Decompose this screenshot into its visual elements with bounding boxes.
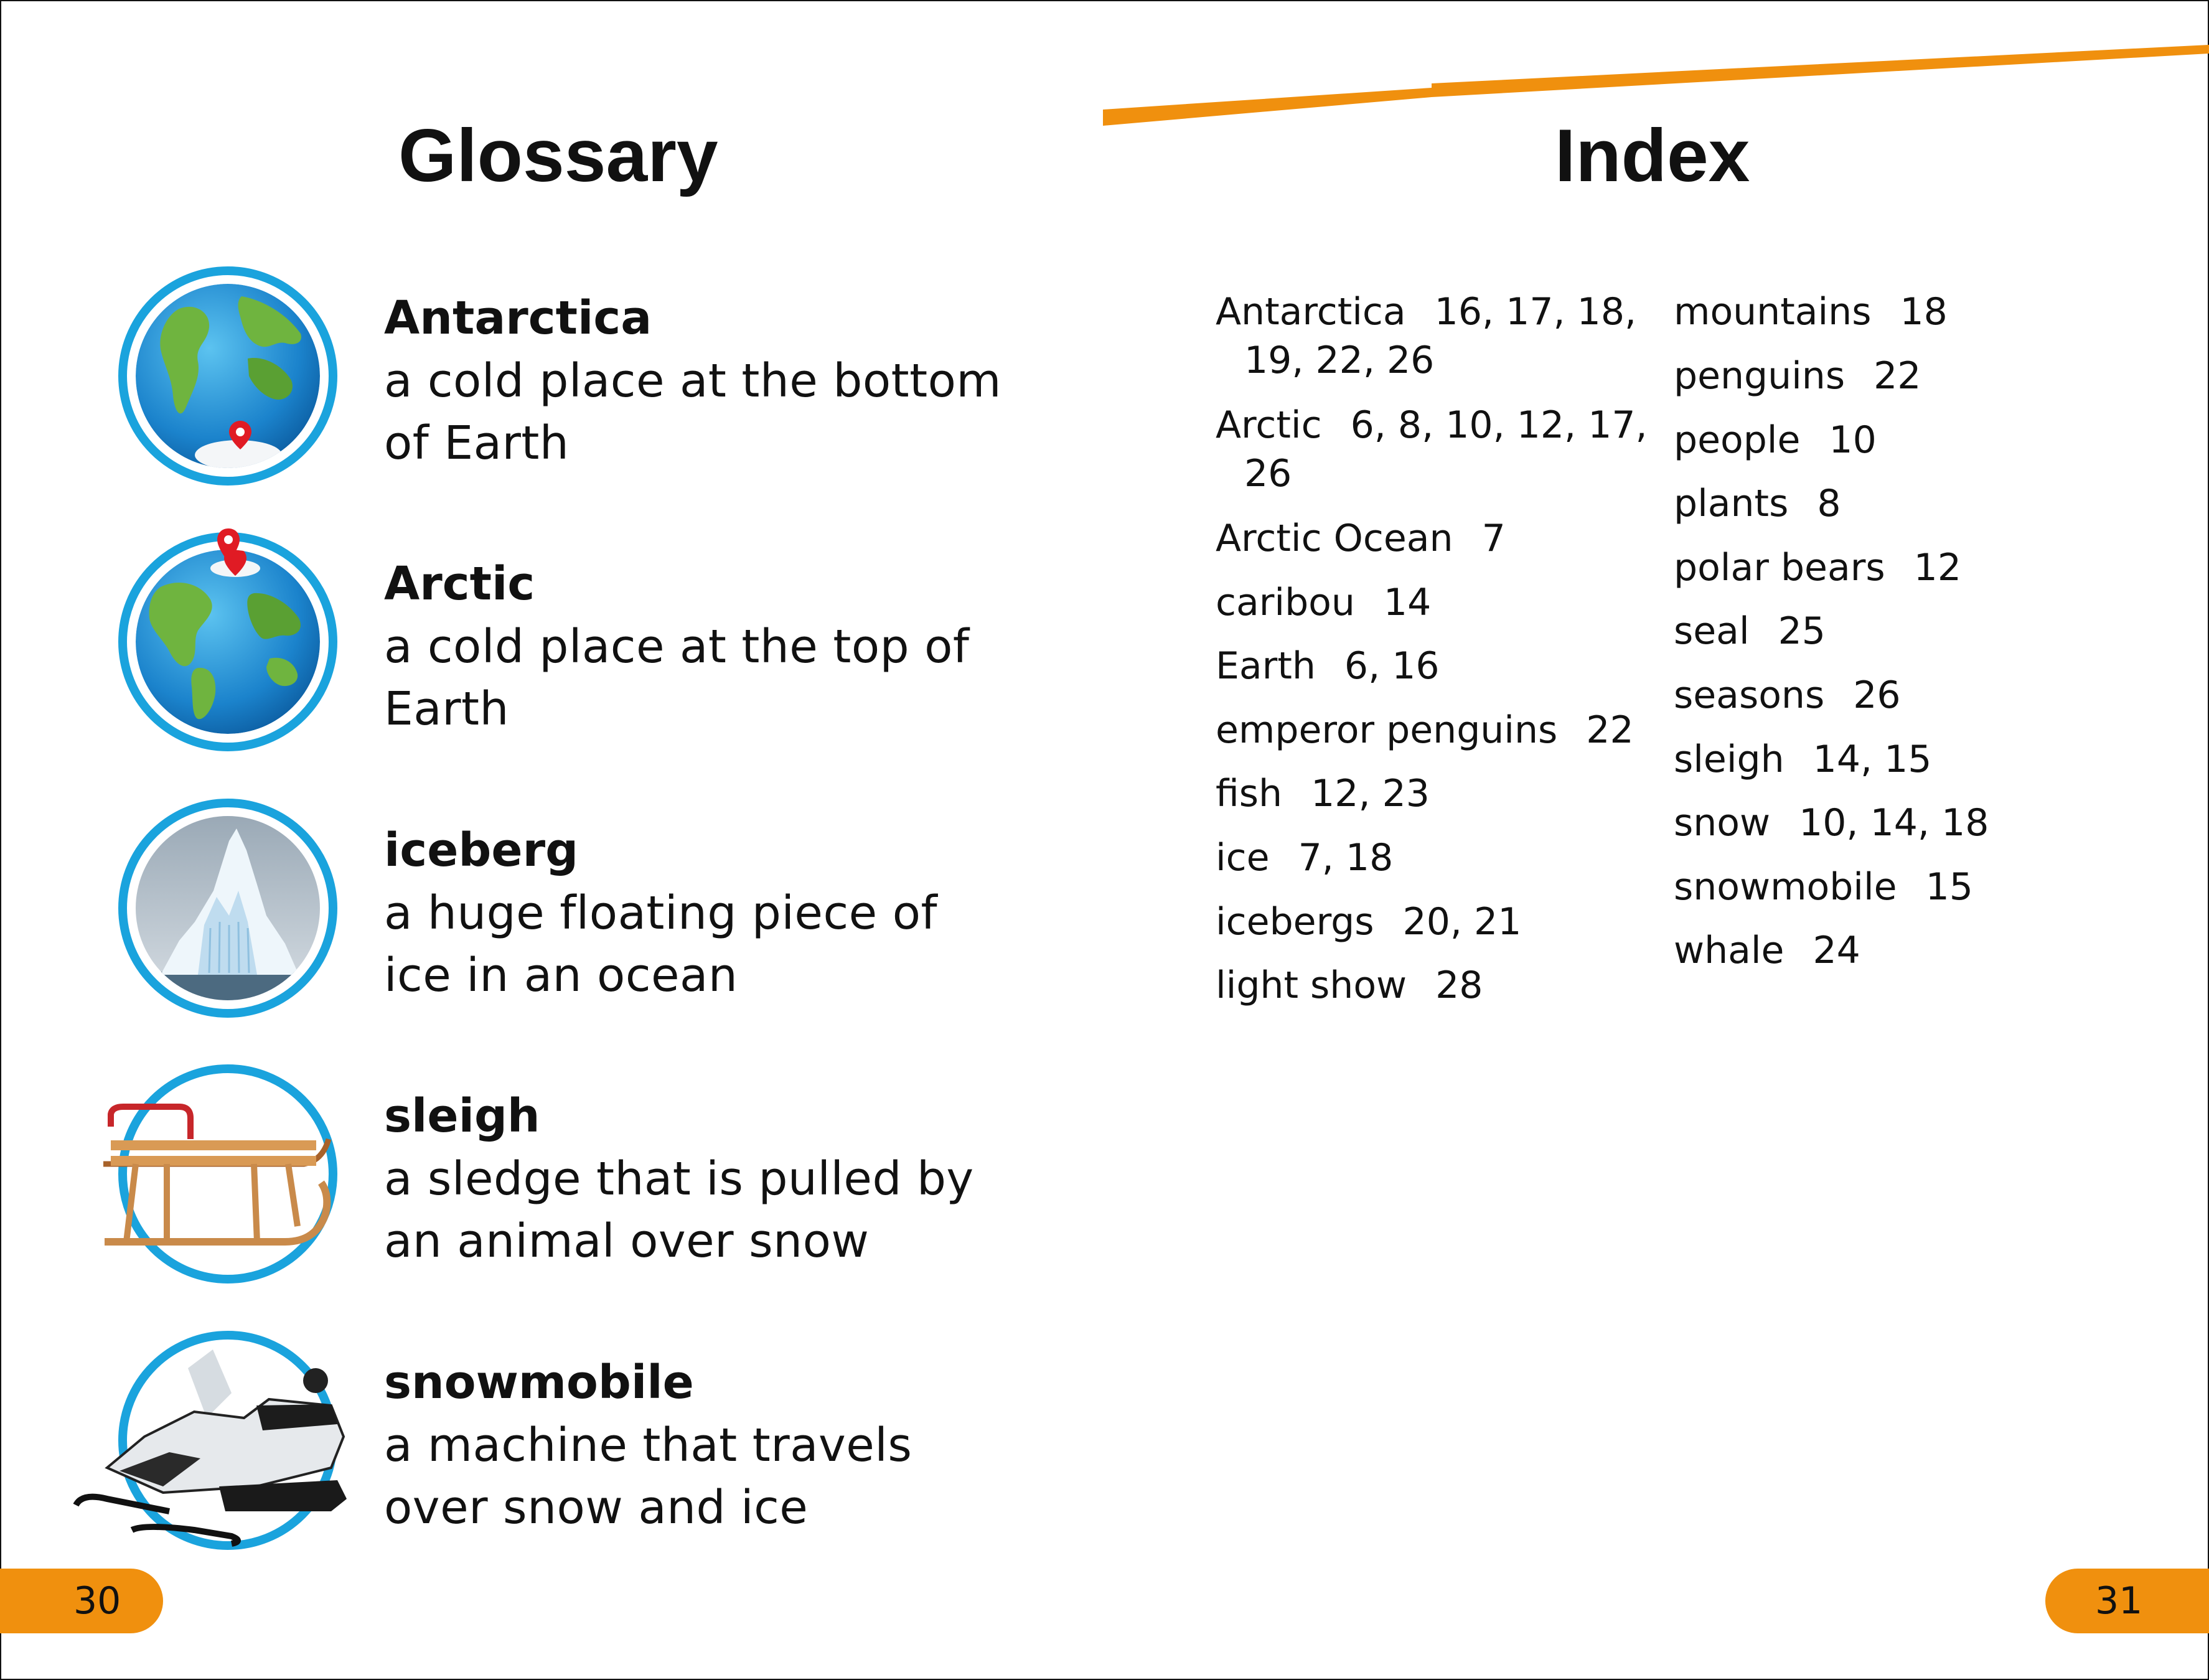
globe-north-pin-icon [136, 550, 320, 734]
index-entry: snowmobile 15 [1674, 865, 1973, 909]
index-entry: Earth 6, 16 [1216, 644, 1440, 688]
index-entry: penguins 22 [1674, 354, 1921, 398]
index-entry: ice 7, 18 [1216, 836, 1394, 880]
index-entry: snow 10, 14, 18 [1674, 801, 1989, 845]
glossary-definition: a cold place at the bottom of Earth [384, 354, 1001, 470]
glossary-definition: a sledge that is pulled by an animal over snow [384, 1152, 974, 1268]
glossary-term: Antarctica [384, 291, 652, 345]
index-entry: caribou 14 [1216, 581, 1432, 624]
index-entry: polar bears 12 [1674, 546, 1962, 589]
glossary-definition: a machine that travels over snow and ice [384, 1419, 912, 1534]
index-entry: Antarctica 16, 17, 18, [1216, 290, 1637, 334]
index-title: Index [1555, 114, 1750, 197]
index-entry: emperor penguins 22 [1216, 708, 1634, 752]
index-entry: sleigh 14, 15 [1674, 738, 1932, 781]
glossary-term: sleigh [384, 1089, 540, 1143]
index-entry: plants 8 [1674, 482, 1841, 525]
glossary-definition: a huge floating piece of ice in an ocean [384, 886, 938, 1002]
index-entry: light show 28 [1216, 964, 1483, 1007]
index-entry-continuation: 26 [1244, 452, 1292, 495]
page-number-left: 30 [0, 1569, 163, 1633]
index-entry: seasons 26 [1674, 673, 1901, 717]
glossary-entry-sleigh [0, 1064, 1071, 1313]
index-entry: Arctic Ocean 7 [1216, 517, 1506, 560]
iceberg-icon [136, 816, 320, 1000]
map-pin-icon [215, 527, 242, 565]
glossary-entry-arctic [0, 532, 1071, 781]
index-entry: fish 12, 23 [1216, 772, 1430, 815]
glossary-entry-antarctica [0, 266, 1071, 515]
index-entry: icebergs 20, 21 [1216, 900, 1522, 944]
snowmobile-icon [70, 1343, 362, 1549]
index-entry: people 10 [1674, 418, 1877, 462]
glossary-entry-snowmobile [0, 1331, 1071, 1580]
glossary-image-frame [118, 799, 337, 1018]
index-entry: mountains 18 [1674, 290, 1948, 334]
index-entry: Arctic 6, 8, 10, 12, 17, [1216, 403, 1648, 447]
glossary-image-frame [118, 266, 337, 486]
orange-stripe-decoration [0, 0, 2209, 137]
glossary-term: Arctic [384, 557, 535, 611]
globe-south-pin-icon [136, 284, 320, 468]
glossary-term: iceberg [384, 824, 579, 877]
index-entry: whale 24 [1674, 929, 1860, 972]
glossary-definition: a cold place at the top of Earth [384, 620, 970, 736]
index-entry-continuation: 19, 22, 26 [1244, 339, 1435, 382]
glossary-term: snowmobile [384, 1356, 694, 1409]
glossary-image-frame [118, 532, 337, 751]
glossary-entry-iceberg [0, 799, 1071, 1048]
glossary-title: Glossary [398, 114, 718, 197]
page-number-right: 31 [2045, 1569, 2209, 1633]
index-entry: seal 25 [1674, 609, 1826, 653]
sleigh-icon [98, 1102, 341, 1257]
